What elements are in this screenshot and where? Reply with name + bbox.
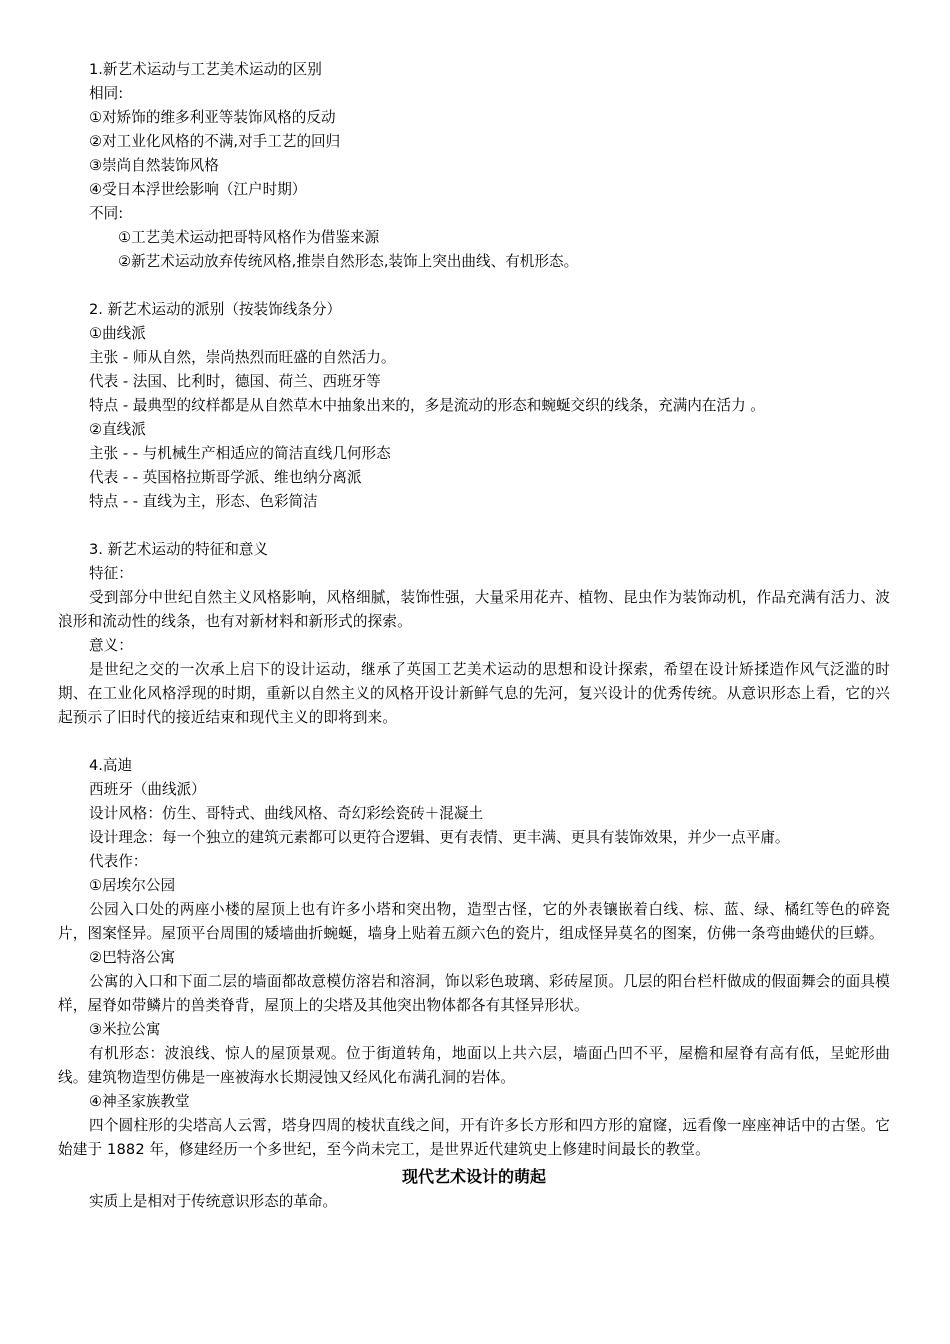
same-label: 相同: bbox=[89, 85, 124, 102]
modern-design-text: 实质上是相对于传统意识形态的革命。 bbox=[89, 1193, 338, 1210]
curve-school-features: 特点 - 最典型的纹样都是从自然草木中抽象出来的，多是流动的形态和蜿蜒交织的线条，充满内在活力 。 bbox=[89, 397, 765, 414]
diff-item: ①工艺美术运动把哥特风格作为借鉴来源 bbox=[118, 229, 380, 246]
section-1-title: 1.新艺术运动与工艺美术运动的区别 bbox=[89, 61, 322, 78]
straight-school-name: ②直线派 bbox=[89, 421, 146, 438]
same-item: ①对矫饰的维多利亚等装饰风格的反动 bbox=[89, 109, 336, 126]
gaudi-country: 西班牙（曲线派） bbox=[89, 781, 206, 798]
work-description: 四个圆柱形的尖塔高人云霄，塔身四周的棱状直线之间，开有许多长方形和四方形的窟窿，远看像一座座神话中的古堡。它始建于 1882 年，修建经历一个多世纪，至今尚未完工，是世界近代建筑史上修建时间最长的教堂。 bbox=[58, 1117, 890, 1158]
curve-school-claim: 主张 - 师从自然，崇尚热烈而旺盛的自然活力。 bbox=[89, 349, 396, 366]
same-item: ③崇尚自然装饰风格 bbox=[89, 157, 219, 174]
work-description: 公园入口处的两座小楼的屋顶上也有许多小塔和突出物，造型古怪，它的外表镶嵌着白线、棕、蓝、绿、橘红等色的碎瓷片，图案怪异。屋顶平台周围的矮墙曲折蜿蜒，墙身上贴着五颜六色的瓷片，组成怪异莫名的图案，仿佛一条弯曲蜷伏的巨蟒。 bbox=[58, 901, 890, 942]
same-item: ②对工业化风格的不满,对手工艺的回归 bbox=[89, 133, 341, 150]
work-name: ②巴特洛公寓 bbox=[89, 949, 176, 966]
straight-school-features: 特点 - - 直线为主，形态、色彩简洁 bbox=[89, 493, 318, 510]
work-name: ③米拉公寓 bbox=[89, 1021, 161, 1038]
work-name: ①居埃尔公园 bbox=[89, 877, 176, 894]
curve-school-representatives: 代表 - 法国、比利时，德国、荷兰、西班牙等 bbox=[89, 373, 381, 390]
feature-label: 特征： bbox=[89, 565, 133, 582]
work-description: 有机形态：波浪线、惊人的屋顶景观。位于街道转角，地面以上共六层，墙面凸凹不平，屋檐和屋脊有高有低，呈蛇形曲线。建筑物造型仿佛是一座被海水长期浸蚀又经风化布满孔洞的岩体。 bbox=[58, 1045, 890, 1086]
modern-design-heading: 现代艺术设计的萌起 bbox=[401, 1167, 546, 1186]
curve-school-name: ①曲线派 bbox=[89, 325, 146, 342]
section-2-title: 2. 新艺术运动的派别（按装饰线条分） bbox=[89, 301, 342, 318]
work-description: 公寓的入口和下面二层的墙面都故意模仿溶岩和溶洞，饰以彩色玻璃、彩砖屋顶。几层的阳台栏杆做成的假面舞会的面具模样，屋脊如带鳞片的兽类脊背，屋顶上的尖塔及其他突出物体都各有其怪异形状。 bbox=[58, 973, 890, 1014]
meaning-paragraph: 是世纪之交的一次承上启下的设计运动，继承了英国工艺美术运动的思想和设计探索，希望在设计矫揉造作风气泛滥的时期、在工业化风格浮现的时期，重新以自然主义的风格开设计新鲜气息的先河，复兴设计的优秀传统。从意识形态上看，它的兴起预示了旧时代的接近结束和现代主义的即将到来。 bbox=[58, 661, 890, 726]
diff-item: ②新艺术运动放弃传统风格,推崇自然形态,装饰上突出曲线、有机形态。 bbox=[118, 253, 579, 270]
section-3-title: 3. 新艺术运动的特征和意义 bbox=[89, 541, 269, 558]
same-item: ④受日本浮世绘影响（江户时期） bbox=[89, 181, 307, 198]
straight-school-claim: 主张 - - 与机械生产相适应的简洁直线几何形态 bbox=[89, 445, 391, 462]
gaudi-design-idea: 设计理念：每一个独立的建筑元素都可以更符合逻辑、更有表情、更丰满、更具有装饰效果，并少一点平庸。 bbox=[89, 829, 790, 846]
document-body bbox=[58, 58, 890, 1214]
diff-label: 不同: bbox=[89, 205, 124, 222]
straight-school-representatives: 代表 - - 英国格拉斯哥学派、维也纳分离派 bbox=[89, 469, 362, 486]
section-4-title: 4.高迪 bbox=[89, 757, 133, 774]
works-label: 代表作： bbox=[89, 853, 148, 870]
meaning-label: 意义： bbox=[89, 637, 133, 654]
feature-paragraph: 受到部分中世纪自然主义风格影响，风格细腻，装饰性强，大量采用花卉、植物、昆虫作为装饰动机，作品充满有活力、波浪形和流动性的线条，也有对新材料和新形式的探索。 bbox=[58, 589, 890, 630]
work-name: ④神圣家族教堂 bbox=[89, 1093, 190, 1110]
gaudi-design-style: 设计风格：仿生、哥特式、曲线风格、奇幻彩绘瓷砖＋混凝土 bbox=[89, 805, 484, 822]
